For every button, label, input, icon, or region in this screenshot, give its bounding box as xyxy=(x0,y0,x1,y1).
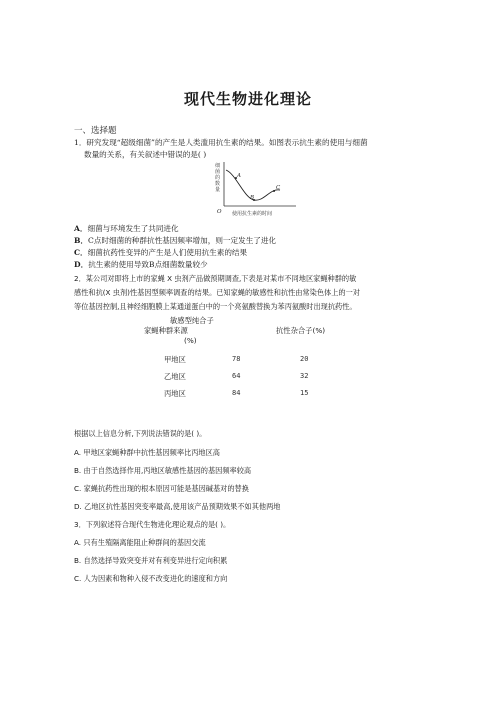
table-row-resistant: 15 xyxy=(300,389,309,397)
q1-option-b: B．C点时细菌的种群抗性基因频率增加，则一定发生了进化 xyxy=(74,236,277,245)
graph-ylabel-char: 数 xyxy=(215,181,221,187)
graph-origin: O xyxy=(217,209,222,215)
graph-ylabel-char: 量 xyxy=(215,187,221,193)
table-header-resistant: 抗性杂合子(%) xyxy=(276,326,326,335)
q2-option-d: D. 乙地区抗性基因突变率最高,使用该产品预期效果不如其他两地 xyxy=(74,502,281,511)
table-header-sensitive: 敏感型纯合子 xyxy=(170,316,214,325)
q1-stem-line1: 1．研究发现“超级细菌”的产生是人类滥用抗生素的结果。如图表示抗生素的使用与细菌 xyxy=(74,138,368,147)
q2-prompt: 根据以上信息分析,下列说法错误的是( )。 xyxy=(74,429,207,438)
graph-label-b: B xyxy=(250,195,255,201)
graph-label-c: C xyxy=(276,185,281,191)
q2-stem-line3: 等位基因控制,且神经细胞膜上某通道蛋白中的一个亮氨酸替换为苯丙氨酸时出现抗药性。 xyxy=(74,302,357,311)
table-row-region: 甲地区 xyxy=(164,355,186,364)
table-row-region: 丙地区 xyxy=(164,389,186,398)
document-title: 现代生物进化理论 xyxy=(183,90,312,108)
q1-option-a: A．细菌与环境发生了共同进化 xyxy=(74,224,179,233)
q2-option-b: B. 由于自然选择作用,丙地区敏感性基因的基因频率较高 xyxy=(74,466,252,475)
graph-ylabel-char: 菌 xyxy=(215,169,221,175)
q1-option-c: C．细菌抗药性变异的产生是人们使用抗生素的结果 xyxy=(74,248,248,257)
q2-option-a: A. 甲地区家蝇种群中抗性基因频率比丙地区高 xyxy=(74,448,220,457)
q3-stem: 3．下列叙述符合现代生物进化理论观点的是( )。 xyxy=(74,520,231,529)
graph-ylabel-char: 的 xyxy=(215,175,221,181)
graph-point-c xyxy=(273,190,275,192)
graph-label-a: A xyxy=(237,173,241,179)
table-row-sensitive: 64 xyxy=(232,372,241,380)
q1-bacteria-antibiotic-graph xyxy=(210,158,300,220)
graph-x-label: 使用抗生素的时间 xyxy=(232,211,273,217)
table-row-resistant: 20 xyxy=(300,355,309,363)
q2-stem-line1: 2．某公司对即将上市的家蝇 X 虫剂产品做预期调查,下表是对某市不同地区家蝇种群的敏 xyxy=(74,274,357,283)
table-row-sensitive: 84 xyxy=(232,389,241,397)
q1-stem-line2: 数量的关系，有关叙述中错误的是( ) xyxy=(84,150,207,159)
table-header-source: 家蝇种群来源 xyxy=(144,326,188,335)
q1-option-d: D．抗生素的使用导致B点细菌数量较少 xyxy=(74,260,208,269)
q2-frequency-table xyxy=(140,314,370,404)
graph-ylabel-char: 细 xyxy=(215,163,221,169)
section-heading: 一、选择题 xyxy=(74,126,117,136)
q3-option-a: A. 只有生殖隔离能阻止种群间的基因交流 xyxy=(74,538,206,547)
table-row-sensitive: 78 xyxy=(232,355,241,363)
q2-option-c: C. 家蝇抗药性出现的根本原因可能是基因碱基对的替换 xyxy=(74,484,249,493)
table-row-resistant: 32 xyxy=(300,372,309,380)
table-header-sensitive-unit: (%) xyxy=(184,336,197,345)
q3-option-c: C. 人为因素和物种入侵不改变进化的速度和方向 xyxy=(74,574,228,583)
q2-stem-line2: 感性和抗(X 虫剂)性基因型频率调查的结果。已知家蝇的敏感性和抗性由常染色体上的一对 xyxy=(74,288,360,297)
q3-option-b: B. 自然选择导致突变并对有利变异进行定向积累 xyxy=(74,556,228,565)
table-row-region: 乙地区 xyxy=(164,372,186,381)
